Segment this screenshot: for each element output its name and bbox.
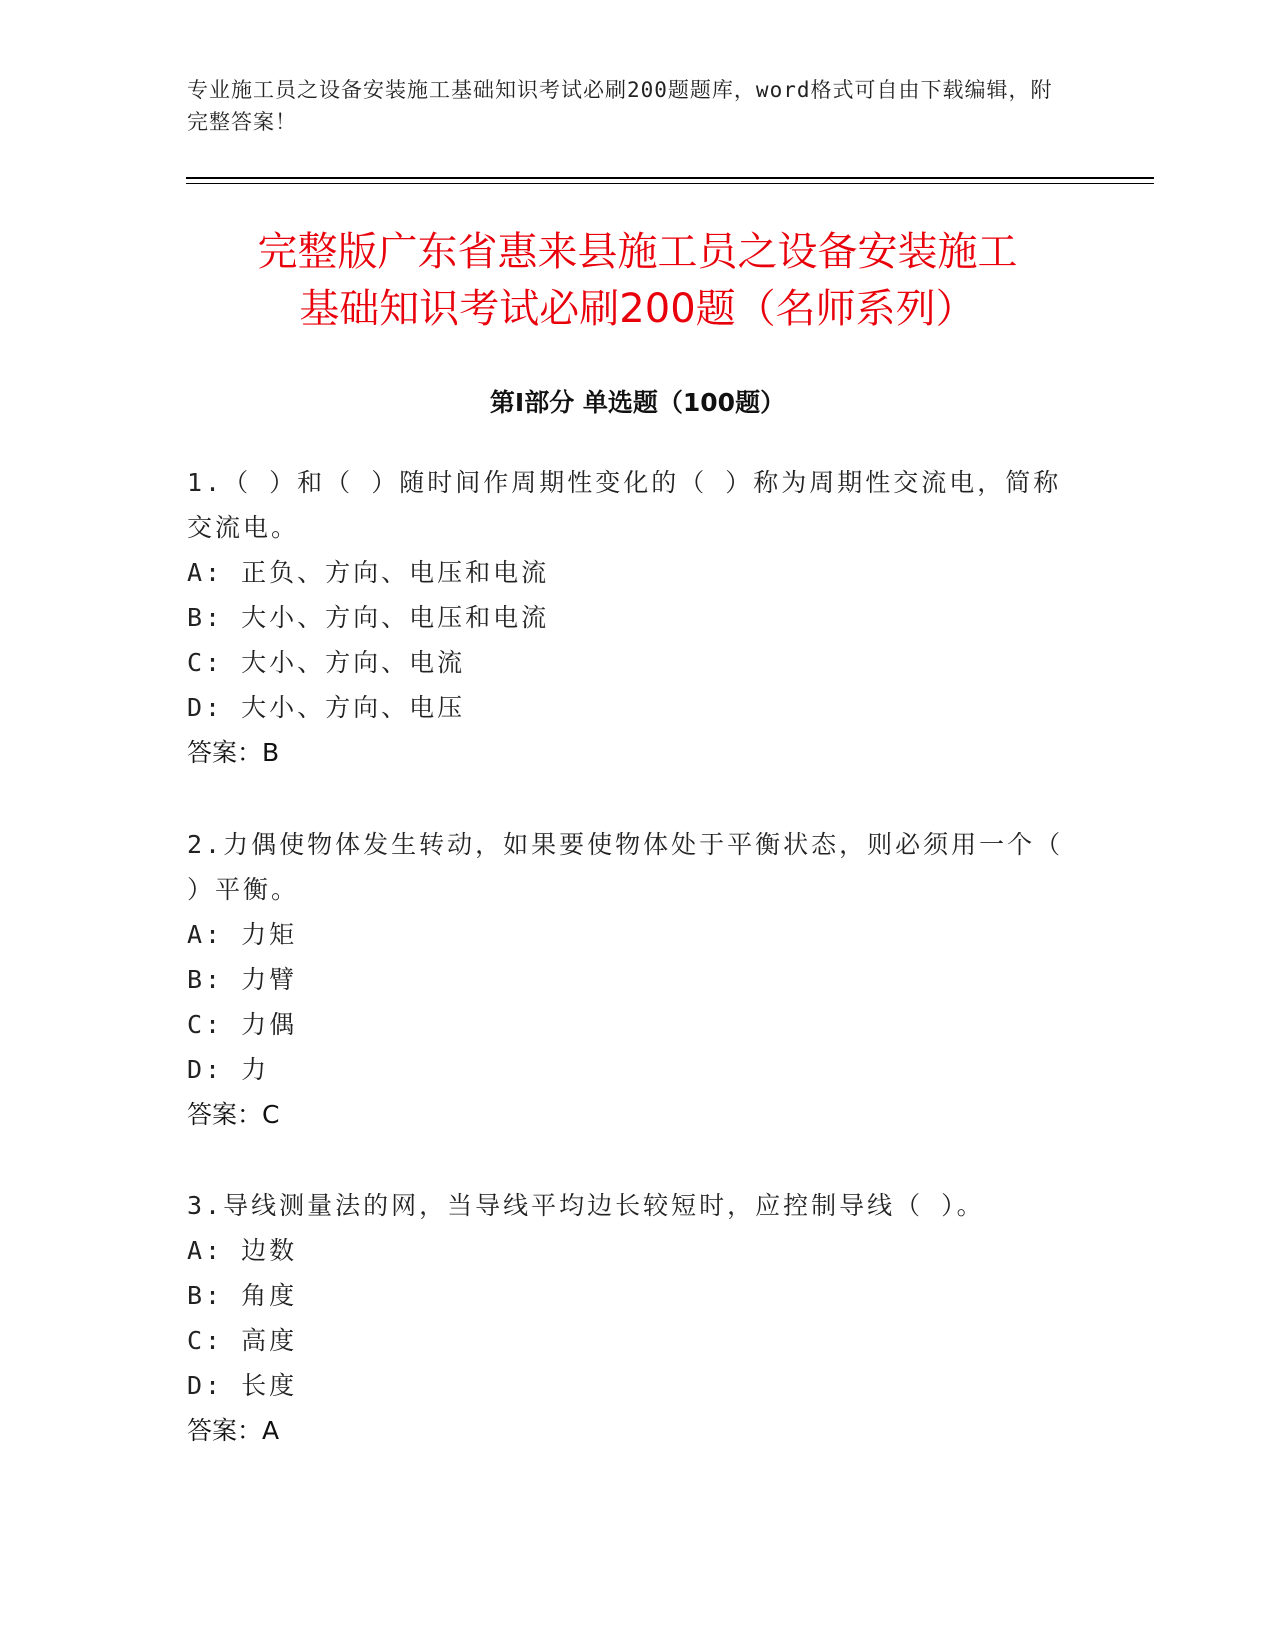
option-d: D: 力 <box>187 1055 270 1084</box>
option-a: A: 边数 <box>187 1236 298 1265</box>
option-c: C: 大小、方向、电流 <box>187 648 466 677</box>
option-a: A: 正负、方向、电压和电流 <box>187 558 550 587</box>
header-divider-thick <box>186 177 1154 179</box>
answer-line: 答案：A <box>187 1416 280 1445</box>
option-b: B: 大小、方向、电压和电流 <box>187 603 550 632</box>
document-title <box>150 224 1125 338</box>
question-stem: 2.力偶使物体发生转动，如果要使物体处于平衡状态，则必须用一个（ ）平衡。 <box>187 830 1064 904</box>
section-heading: 第Ⅰ部分 单选题（100题） <box>489 388 786 417</box>
question-block-1 <box>187 460 1087 775</box>
option-d: D: 大小、方向、电压 <box>187 693 466 722</box>
option-d: D: 长度 <box>187 1371 298 1400</box>
question-stem: 3.导线测量法的网，当导线平均边长较短时，应控制导线（ ）。 <box>187 1191 985 1220</box>
document-header-note: 专业施工员之设备安装施工基础知识考试必刷200题题库，word格式可自由下载编辑，附完整答案！ <box>187 78 1053 134</box>
document-title-line-1: 完整版广东省惠来县施工员之设备安装施工 <box>257 229 1018 275</box>
answer-line: 答案：C <box>187 1100 280 1129</box>
option-a: A: 力矩 <box>187 920 298 949</box>
header-divider-thin <box>186 183 1154 184</box>
option-c: C: 力偶 <box>187 1010 298 1039</box>
question-block-3 <box>187 1183 1087 1453</box>
option-b: B: 力臂 <box>187 965 298 994</box>
option-c: C: 高度 <box>187 1326 298 1355</box>
question-stem: 1.（ ）和（ ）随时间作周期性变化的（ ）称为周期性交流电，简称交流电。 <box>187 468 1062 542</box>
document-title-line-2: 基础知识考试必刷200题（名师系列） <box>299 286 976 332</box>
question-block-2 <box>187 822 1087 1137</box>
answer-line: 答案：B <box>187 738 280 767</box>
option-b: B: 角度 <box>187 1281 298 1310</box>
